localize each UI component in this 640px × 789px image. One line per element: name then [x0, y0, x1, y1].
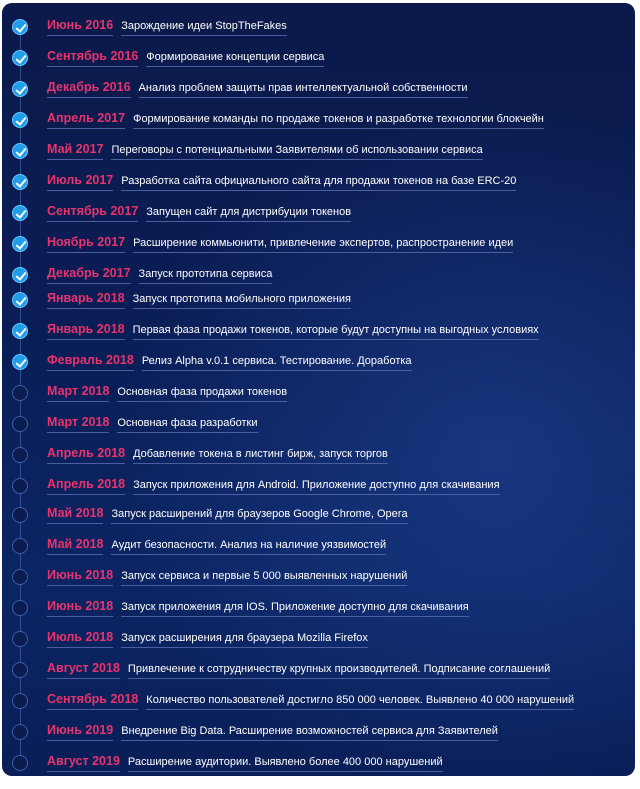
roadmap-item-content: [47, 142, 483, 160]
roadmap-item-content: [47, 204, 351, 222]
empty-circle-icon: [12, 600, 28, 616]
empty-circle-icon: [12, 447, 28, 463]
roadmap-item: [2, 444, 635, 466]
roadmap-description: Запуск приложения для Android. Приложение доступно для скачивания: [133, 479, 499, 495]
roadmap-description: Добавление токена в листинг бирж, запуск торгов: [133, 448, 388, 464]
roadmap-date: Май 2017: [47, 142, 103, 160]
roadmap-description: Основная фаза продажи токенов: [117, 386, 287, 402]
roadmap-item: [2, 690, 635, 712]
roadmap-item-content: [47, 723, 498, 741]
roadmap-item: [2, 659, 635, 681]
roadmap-item: [2, 233, 635, 255]
roadmap-date: Январь 2018: [47, 322, 125, 340]
roadmap-item-content: [47, 415, 258, 433]
roadmap-item-content: [47, 111, 544, 129]
roadmap-item-content: [47, 568, 407, 586]
roadmap-item: [2, 566, 635, 588]
roadmap-item: [2, 597, 635, 619]
roadmap-date: Май 2018: [47, 506, 103, 524]
check-circle-icon: [12, 81, 28, 97]
roadmap-date: Июль 2018: [47, 630, 113, 648]
roadmap-item: [2, 752, 635, 774]
roadmap-item: [2, 264, 635, 286]
roadmap-description: Анализ проблем защиты прав интеллектуальной собственности: [139, 82, 468, 98]
roadmap-date: Июнь 2018: [47, 599, 113, 617]
check-circle-icon: [12, 267, 28, 283]
empty-circle-icon: [12, 478, 28, 494]
roadmap-date: Апрель 2018: [47, 477, 125, 495]
roadmap-item: [2, 171, 635, 193]
roadmap-description: Зарождение идеи StopTheFakes: [121, 20, 287, 36]
roadmap-description: Переговоры с потенциальными Заявителями об использовании сервиса: [111, 144, 482, 160]
check-circle-icon: [12, 50, 28, 66]
roadmap-item: [2, 320, 635, 342]
roadmap-item-content: [47, 446, 388, 464]
empty-circle-icon: [12, 416, 28, 432]
roadmap-description: Запуск прототипа сервиса: [139, 268, 273, 284]
roadmap-item-content: [47, 506, 408, 524]
empty-circle-icon: [12, 693, 28, 709]
empty-circle-icon: [12, 631, 28, 647]
roadmap-description: Запуск сервиса и первые 5 000 выявленных нарушений: [121, 570, 407, 586]
roadmap-item: [2, 109, 635, 131]
roadmap-item: [2, 413, 635, 435]
roadmap-description: Разработка сайта официального сайта для продажи токенов на базе ERC-20: [121, 175, 516, 191]
roadmap-panel: [2, 3, 635, 776]
roadmap-description: Формирование концепции сервиса: [146, 51, 324, 67]
empty-circle-icon: [12, 724, 28, 740]
roadmap-date: Август 2018: [47, 661, 120, 679]
roadmap-description: Аудит безопасности. Анализ на наличие уязвимостей: [111, 539, 386, 555]
roadmap-description: Расширение аудитории. Выявлено более 400 000 нарушений: [128, 756, 443, 772]
empty-circle-icon: [12, 385, 28, 401]
roadmap-date: Февраль 2018: [47, 353, 134, 371]
roadmap-date: Июнь 2016: [47, 18, 113, 36]
roadmap-date: Сентябрь 2018: [47, 692, 138, 710]
roadmap-date: Декабрь 2016: [47, 80, 131, 98]
roadmap-item-content: [47, 291, 351, 309]
roadmap-date: Март 2018: [47, 415, 109, 433]
roadmap-description: Количество пользователей достигло 850 000 человек. Выявлено 40 000 нарушений: [146, 694, 574, 710]
roadmap-description: Расширение коммьюнити, привлечение экспертов, распространение идеи: [133, 237, 513, 253]
roadmap-item: [2, 382, 635, 404]
roadmap-date: Апрель 2018: [47, 446, 125, 464]
roadmap-date: Май 2018: [47, 537, 103, 555]
roadmap-item-content: [47, 477, 500, 495]
roadmap-item-content: [47, 661, 550, 679]
roadmap-item: [2, 475, 635, 497]
roadmap-date: Ноябрь 2017: [47, 235, 125, 253]
roadmap-date: Январь 2018: [47, 291, 125, 309]
roadmap-item-content: [47, 235, 513, 253]
roadmap-description: Привлечение к сотрудничеству крупных производителей. Подписание соглашений: [128, 663, 550, 679]
check-circle-icon: [12, 292, 28, 308]
roadmap-date: Июль 2017: [47, 173, 113, 191]
empty-circle-icon: [12, 507, 28, 523]
roadmap-item: [2, 202, 635, 224]
roadmap-description: Запущен сайт для дистрибуции токенов: [146, 206, 351, 222]
roadmap-item: [2, 47, 635, 69]
roadmap-date: Сентябрь 2017: [47, 204, 138, 222]
roadmap-item-content: [47, 322, 539, 340]
roadmap-item: [2, 628, 635, 650]
roadmap-item-content: [47, 537, 386, 555]
empty-circle-icon: [12, 662, 28, 678]
empty-circle-icon: [12, 755, 28, 771]
check-circle-icon: [12, 112, 28, 128]
roadmap-item: [2, 535, 635, 557]
roadmap-item: [2, 504, 635, 526]
roadmap-item-content: [47, 630, 368, 648]
roadmap-description: Внедрение Big Data. Расширение возможностей сервиса для Заявителей: [121, 725, 498, 741]
roadmap-item-content: [47, 266, 272, 284]
roadmap-item-content: [47, 80, 468, 98]
roadmap-date: Август 2019: [47, 754, 120, 772]
roadmap-description: Основная фаза разработки: [117, 417, 257, 433]
roadmap-item: [2, 140, 635, 162]
roadmap-description: Запуск расширений для браузеров Google Chrome, Opera: [111, 508, 407, 524]
roadmap-item-content: [47, 49, 324, 67]
roadmap-item-content: [47, 692, 574, 710]
check-circle-icon: [12, 205, 28, 221]
roadmap-item: [2, 289, 635, 311]
roadmap-date: Сентябрь 2016: [47, 49, 138, 67]
roadmap-item-content: [47, 599, 469, 617]
roadmap-date: Март 2018: [47, 384, 109, 402]
roadmap-item-content: [47, 384, 287, 402]
roadmap-item: [2, 721, 635, 743]
check-circle-icon: [12, 174, 28, 190]
roadmap-item: [2, 16, 635, 38]
roadmap-item-content: [47, 754, 443, 772]
roadmap-item: [2, 351, 635, 373]
roadmap-description: Запуск расширения для браузера Mozilla Firefox: [121, 632, 368, 648]
roadmap-date: Декабрь 2017: [47, 266, 131, 284]
roadmap-item: [2, 78, 635, 100]
roadmap-description: Релиз Alpha v.0.1 сервиса. Тестирование. Доработка: [142, 355, 412, 371]
check-circle-icon: [12, 354, 28, 370]
check-circle-icon: [12, 143, 28, 159]
roadmap-date: Июнь 2019: [47, 723, 113, 741]
check-circle-icon: [12, 236, 28, 252]
roadmap-item-content: [47, 18, 287, 36]
check-circle-icon: [12, 19, 28, 35]
roadmap-description: Запуск приложения для IOS. Приложение доступно для скачивания: [121, 601, 468, 617]
roadmap-description: Формирование команды по продаже токенов и разработке технологии блокчейн: [133, 113, 544, 129]
roadmap-description: Первая фаза продажи токенов, которые будут доступны на выгодных условиях: [133, 324, 539, 340]
empty-circle-icon: [12, 538, 28, 554]
check-circle-icon: [12, 323, 28, 339]
empty-circle-icon: [12, 569, 28, 585]
roadmap-description: Запуск прототипа мобильного приложения: [133, 293, 351, 309]
roadmap-item-content: [47, 173, 516, 191]
roadmap-date: Апрель 2017: [47, 111, 125, 129]
roadmap-date: Июнь 2018: [47, 568, 113, 586]
roadmap-item-content: [47, 353, 412, 371]
